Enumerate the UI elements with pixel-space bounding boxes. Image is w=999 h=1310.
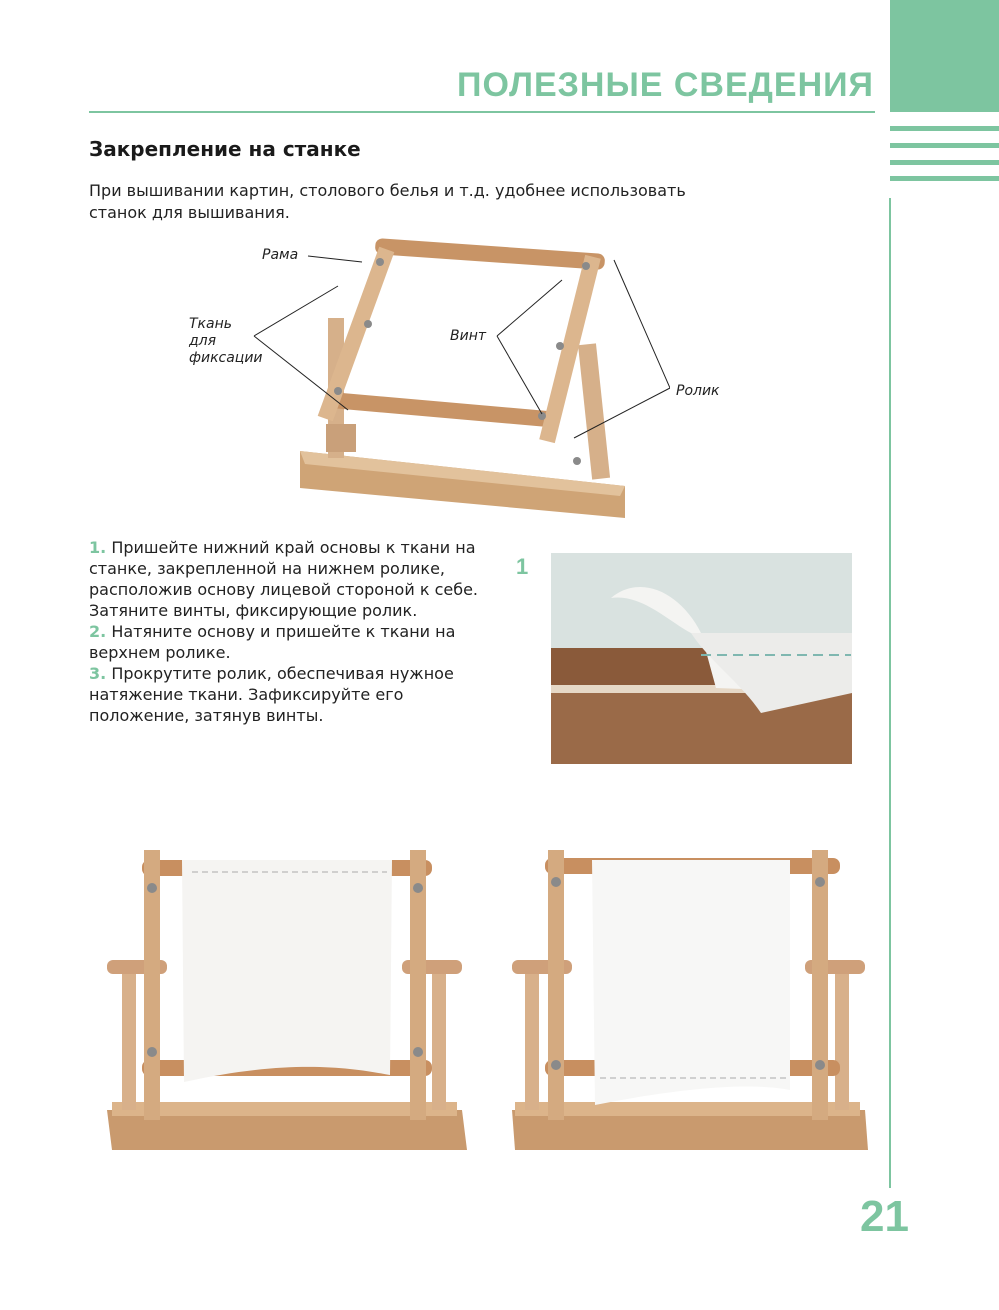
- step-text: Прокрутите ролик, обеспечивая нужное натяжение ткани. Зафиксируйте его положение, затянув винты.: [89, 664, 454, 725]
- label-screw: Винт: [450, 328, 487, 344]
- header-stripe: [890, 126, 999, 131]
- step-number: 2.: [89, 622, 107, 641]
- photo-sewing-fabric: [551, 553, 852, 764]
- label-frame: Рама: [262, 247, 299, 263]
- step-number: 1.: [89, 538, 107, 557]
- photo-frame-with-fabric: [92, 820, 482, 1170]
- header-stripe: [890, 160, 999, 165]
- step-item: [89, 663, 479, 726]
- intro-paragraph: При вышивании картин, столового белья и т.д. удобнее использовать станок для вышивания.: [89, 181, 686, 222]
- photo-frame-tensioned-fabric: [500, 820, 885, 1170]
- step-text: Пришейте нижний край основы к ткани на станке, закрепленной на нижнем ролике, расположив основу лицевой стороной к себе. Затяните винты, фиксирующие ролик.: [89, 538, 479, 620]
- chapter-title: ПОЛЕЗНЫЕ СВЕДЕНИЯ: [457, 66, 874, 104]
- header-divider: [89, 111, 875, 113]
- label-fabric-line: фиксации: [189, 350, 263, 366]
- photo-number: 1: [516, 554, 529, 579]
- section-title: Закрепление на станке: [89, 137, 361, 161]
- label-fabric: [189, 316, 263, 367]
- step-text: Натяните основу и пришейте к ткани на верхнем ролике.: [89, 622, 456, 662]
- header-stripe: [890, 176, 999, 181]
- step-number: 3.: [89, 664, 107, 683]
- step-item: [89, 621, 479, 663]
- side-divider: [889, 198, 891, 1188]
- instruction-steps: [89, 537, 479, 726]
- page-number: 21: [860, 1192, 909, 1241]
- embroidery-frame-photo: [170, 226, 670, 526]
- header-stripe: [890, 143, 999, 148]
- label-fabric-line: Ткань: [189, 316, 232, 332]
- label-fabric-line: для: [189, 333, 217, 349]
- step-item: [89, 537, 479, 621]
- header-color-block: [890, 0, 999, 112]
- label-roller: Ролик: [676, 383, 720, 399]
